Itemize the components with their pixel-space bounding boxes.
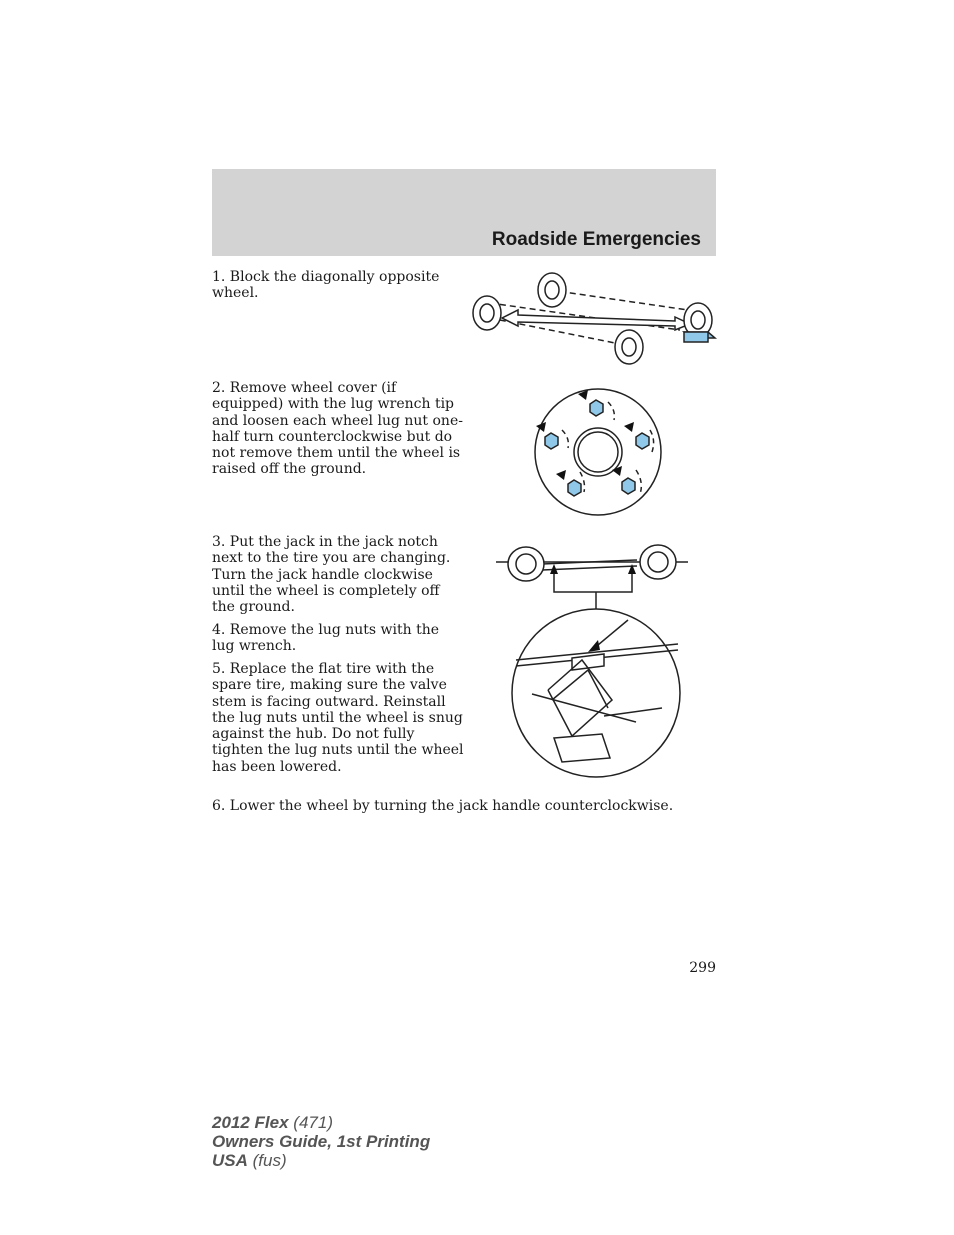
footer-model: 2012 Flex [212, 1113, 289, 1132]
section-title: Roadside Emergencies [491, 229, 701, 250]
document-footer [212, 1113, 430, 1170]
lug-nut-loosen-illustration [528, 382, 668, 522]
footer-region-code: (fus) [252, 1151, 287, 1170]
footer-region-line [212, 1151, 430, 1170]
step-5-text: 5. Replace the flat tire with the spare tire, making sure the valve stem is facing outward. Reinstall the lug nuts until the wheel is snug against the hub. Do not fully tighten the lug nuts until the wheel has been lowered. [212, 661, 464, 775]
section-header-band [212, 169, 716, 256]
step-3-text: 3. Put the jack in the jack notch next to the tire you are changing. Turn the jack handle clockwise until the wheel is completely off the ground. [212, 534, 451, 616]
footer-guide: Owners Guide, 1st Printing [212, 1132, 431, 1151]
step-6-text: 6. Lower the wheel by turning the jack handle counterclockwise. [212, 798, 674, 814]
step-4-text: 4. Remove the lug nuts with the lug wrench. [212, 622, 440, 655]
footer-guide-line [212, 1132, 430, 1151]
jack-placement-illustration [492, 540, 692, 780]
footer-model-line [212, 1113, 430, 1132]
step-2-text: 2. Remove wheel cover (if equipped) with the lug wrench tip and loosen each wheel lug nut one-half turn counterclockwise but do not remove them until the wheel is raised off the ground. [212, 380, 463, 478]
footer-model-code: (471) [293, 1113, 333, 1132]
step-1-text: 1. Block the diagonally opposite wheel. [212, 269, 440, 302]
page-number: 299 [689, 960, 716, 976]
diagonal-wheel-block-illustration [470, 268, 720, 370]
footer-region: USA [212, 1151, 248, 1170]
